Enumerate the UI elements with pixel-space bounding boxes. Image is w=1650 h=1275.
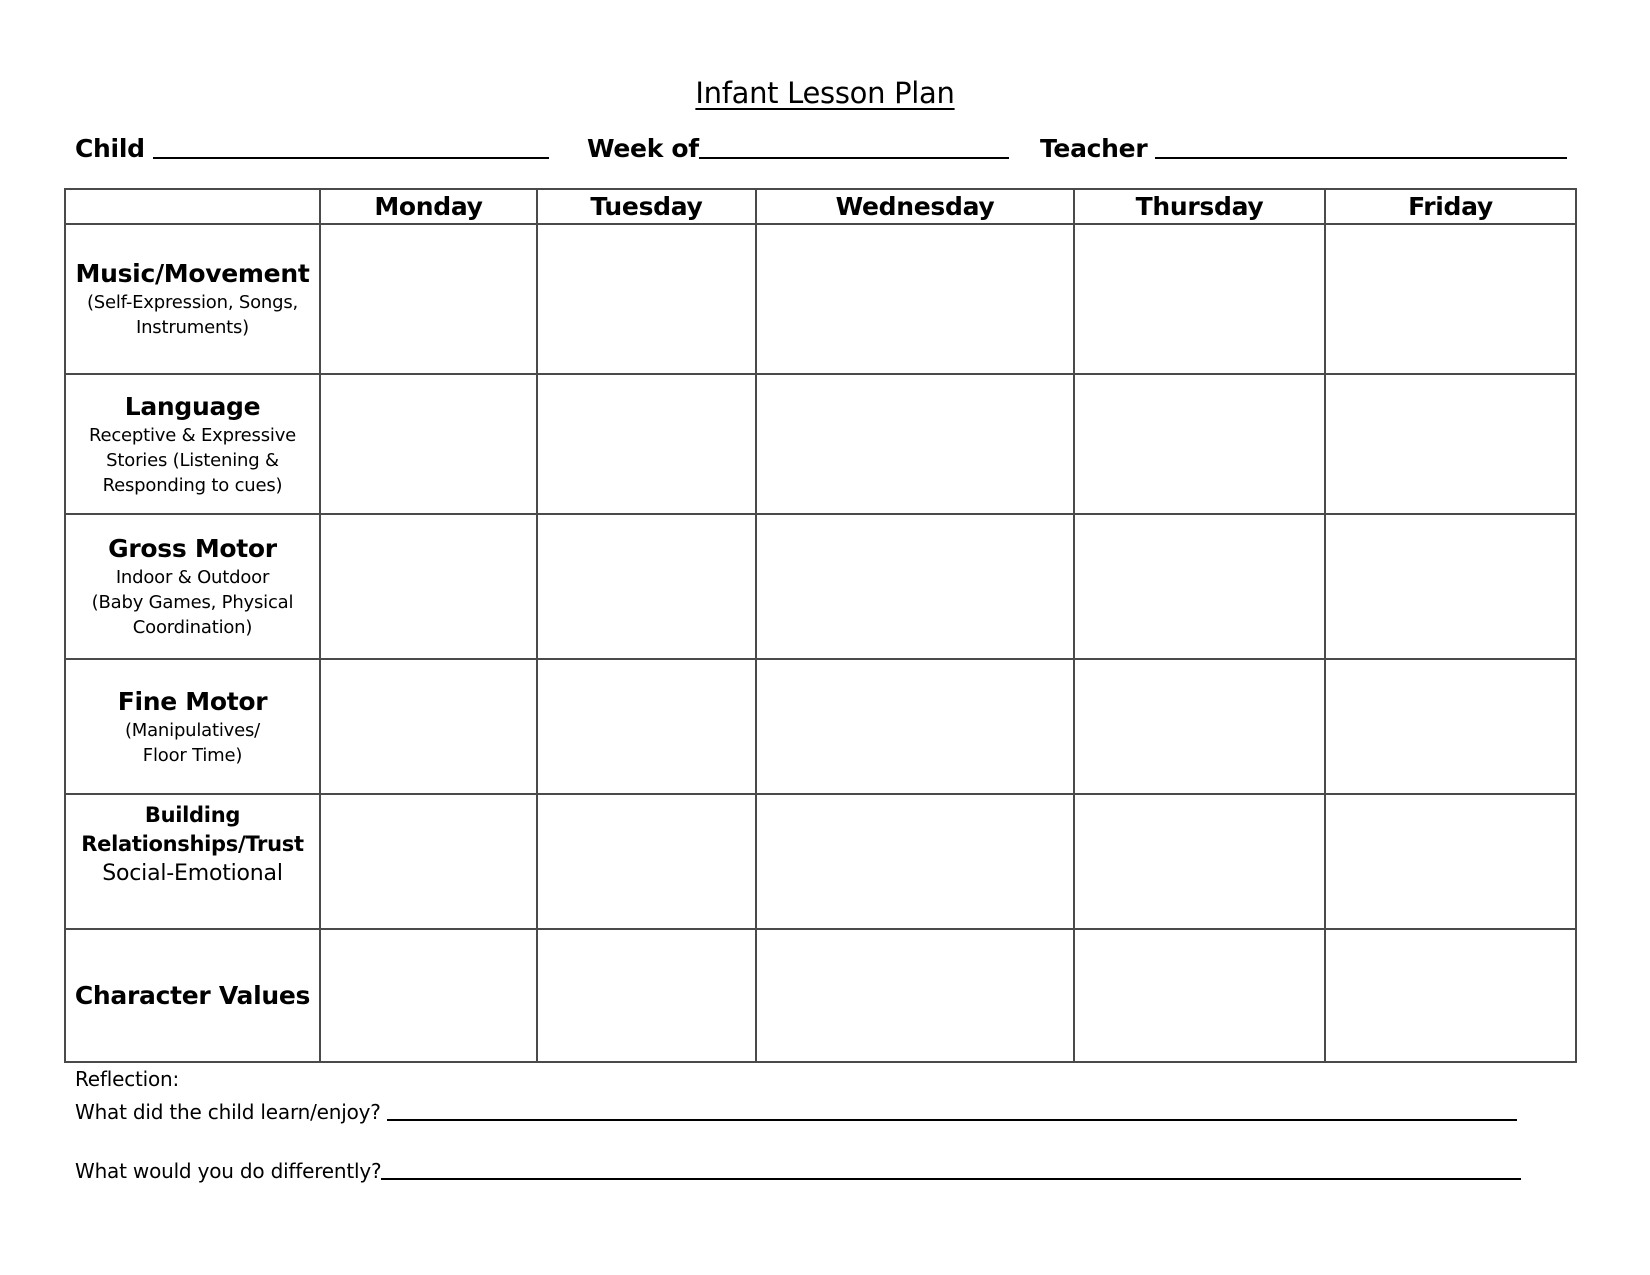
child-input-line[interactable] — [153, 137, 549, 159]
category-title: Character Values — [74, 980, 311, 1010]
row-header-fine-motor — [65, 659, 320, 794]
cell-building-thursday[interactable] — [1074, 794, 1325, 929]
cell-building-friday[interactable] — [1325, 794, 1576, 929]
column-header-friday: Friday — [1325, 189, 1576, 224]
row-header-character-values — [65, 929, 320, 1062]
reflection-heading: Reflection: — [75, 1067, 180, 1091]
cell-language-monday[interactable] — [320, 374, 537, 514]
cell-gross-thursday[interactable] — [1074, 514, 1325, 659]
lesson-plan-table — [64, 188, 1577, 1063]
row-gross-motor — [65, 514, 1576, 659]
cell-character-friday[interactable] — [1325, 929, 1576, 1062]
cell-language-friday[interactable] — [1325, 374, 1576, 514]
title-text: Infant Lesson Plan — [695, 76, 955, 110]
category-subtitle: (Self-Expression, Songs, — [86, 292, 299, 313]
cell-building-wednesday[interactable] — [756, 794, 1074, 929]
row-character-values — [65, 929, 1576, 1062]
row-header-gross-motor — [65, 514, 320, 659]
category-subtitle: Instruments) — [135, 317, 250, 338]
week-of-label: Week of — [587, 134, 699, 163]
cell-language-tuesday[interactable] — [537, 374, 756, 514]
row-header-building-relationships — [65, 794, 320, 929]
header-row — [65, 189, 1576, 224]
cell-fine-wednesday[interactable] — [756, 659, 1074, 794]
row-header-language — [65, 374, 320, 514]
cell-fine-monday[interactable] — [320, 659, 537, 794]
reflection-question-learn[interactable] — [75, 1100, 1517, 1124]
document-title — [0, 76, 1650, 110]
category-subtitle: Coordination) — [132, 617, 253, 638]
cell-fine-tuesday[interactable] — [537, 659, 756, 794]
teacher-input-line[interactable] — [1155, 137, 1567, 159]
row-music-movement — [65, 224, 1576, 374]
row-building-relationships — [65, 794, 1576, 929]
category-subtitle: Stories (Listening & — [106, 449, 279, 471]
cell-music-wednesday[interactable] — [756, 224, 1074, 374]
cell-gross-friday[interactable] — [1325, 514, 1576, 659]
cell-gross-tuesday[interactable] — [537, 514, 756, 659]
reflection-question-differently[interactable] — [75, 1159, 1521, 1183]
category-subtitle: (Baby Games, Physical — [91, 592, 294, 613]
column-header-wednesday: Wednesday — [756, 189, 1074, 224]
category-subtitle: Indoor & Outdoor — [115, 567, 270, 588]
cell-language-thursday[interactable] — [1074, 374, 1325, 514]
column-header-monday: Monday — [320, 189, 537, 224]
category-subtitle: Receptive & Expressive — [88, 424, 297, 446]
question-label: What did the child learn/enjoy? — [75, 1100, 381, 1124]
question-label: What would you do differently? — [75, 1159, 382, 1183]
category-subtitle: Floor Time) — [142, 744, 243, 766]
category-title: Language — [124, 391, 261, 421]
cell-language-wednesday[interactable] — [756, 374, 1074, 514]
teacher-label: Teacher — [1040, 134, 1148, 163]
category-title: Fine Motor — [117, 686, 268, 716]
cell-music-tuesday[interactable] — [537, 224, 756, 374]
cell-character-thursday[interactable] — [1074, 929, 1325, 1062]
cell-music-monday[interactable] — [320, 224, 537, 374]
cell-music-thursday[interactable] — [1074, 224, 1325, 374]
column-header-thursday: Thursday — [1074, 189, 1325, 224]
cell-character-monday[interactable] — [320, 929, 537, 1062]
teacher-field[interactable] — [1040, 134, 1567, 163]
differently-answer-line[interactable] — [381, 1160, 1521, 1180]
cell-gross-monday[interactable] — [320, 514, 537, 659]
category-title: Music/Movement — [75, 259, 310, 288]
cell-character-tuesday[interactable] — [537, 929, 756, 1062]
category-title: Gross Motor — [108, 534, 277, 563]
cell-fine-friday[interactable] — [1325, 659, 1576, 794]
row-language — [65, 374, 1576, 514]
category-subtitle: Responding to cues) — [102, 474, 283, 496]
category-subtitle: Social-Emotional — [102, 861, 283, 886]
cell-building-tuesday[interactable] — [537, 794, 756, 929]
category-title: Building — [144, 803, 241, 827]
category-title: Relationships/Trust — [81, 832, 304, 856]
week-of-field[interactable] — [587, 134, 1009, 163]
child-field[interactable] — [75, 134, 549, 163]
category-subtitle: (Manipulatives/ — [124, 719, 261, 741]
row-fine-motor — [65, 659, 1576, 794]
cell-music-friday[interactable] — [1325, 224, 1576, 374]
corner-cell — [65, 189, 320, 224]
column-header-tuesday: Tuesday — [537, 189, 756, 224]
cell-building-monday[interactable] — [320, 794, 537, 929]
cell-fine-thursday[interactable] — [1074, 659, 1325, 794]
cell-character-wednesday[interactable] — [756, 929, 1074, 1062]
week-of-input-line[interactable] — [699, 137, 1009, 159]
child-label: Child — [75, 134, 145, 163]
row-header-music-movement — [65, 224, 320, 374]
cell-gross-wednesday[interactable] — [756, 514, 1074, 659]
learn-answer-line[interactable] — [387, 1101, 1517, 1121]
